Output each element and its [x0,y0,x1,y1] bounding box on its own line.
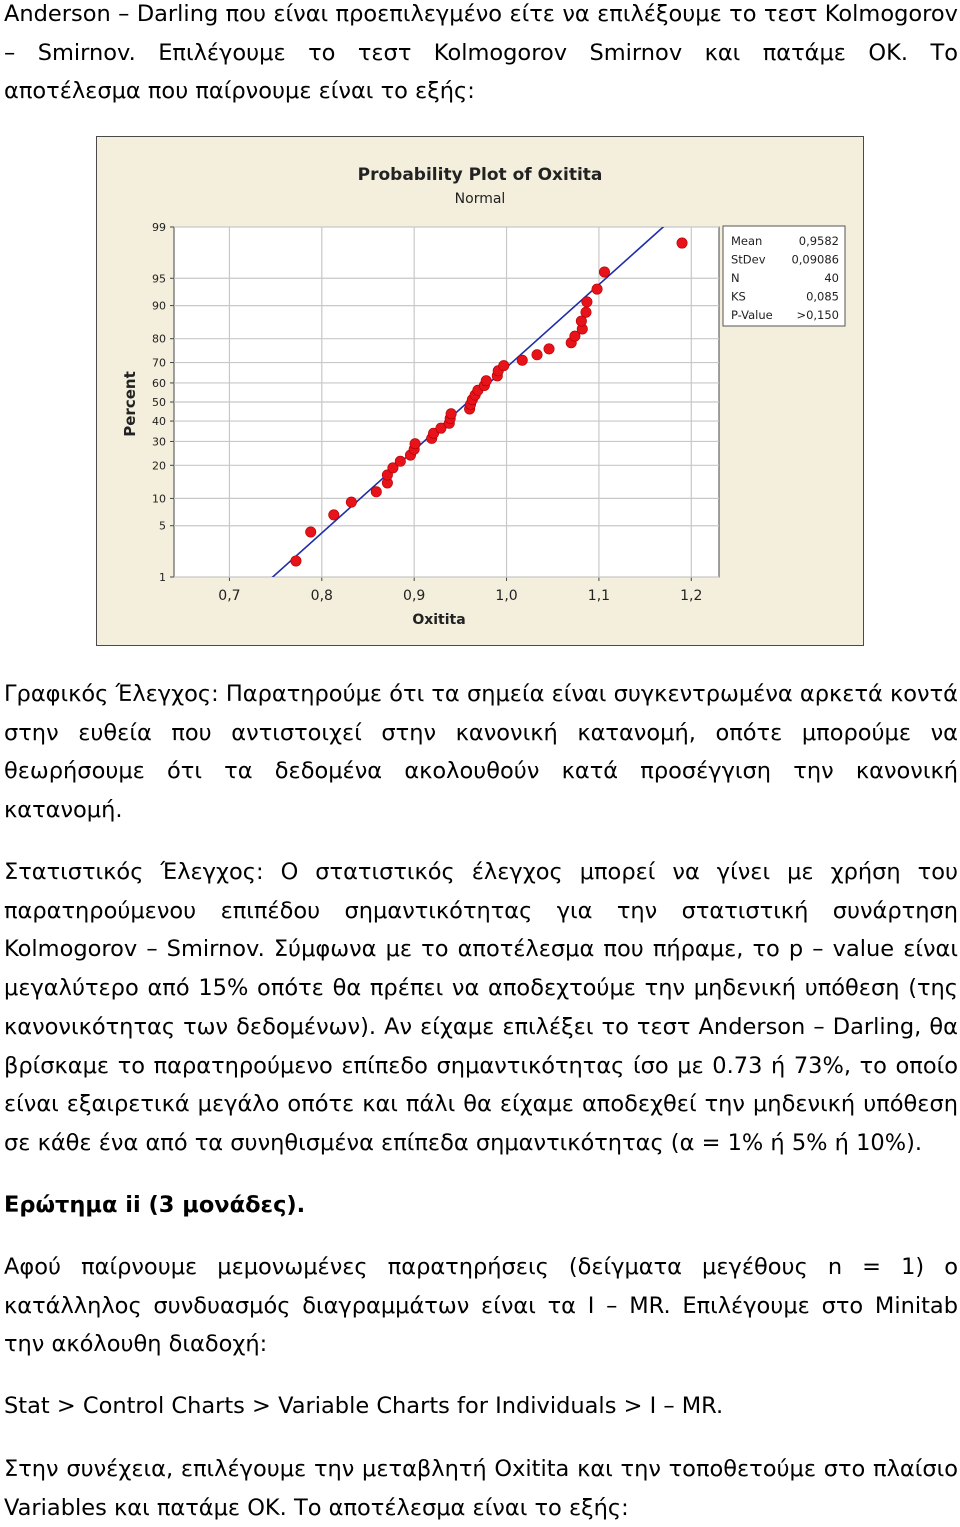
statistical-check-paragraph: Στατιστικός Έλεγχος: Ο στατιστικός έλεγχος μπορεί να γίνει με χρήση του παρατηρούμενου επιπέδου σημαντικότητας για την στατιστική συνάρτηση Kolmogorov – Smirnov. Σύμφωνα με το αποτέλεσμα που πήραμε, το p – value είναι μεγαλύτερο από 15% οπότε θα πρέπει να αποδεχτούμε την μηδενική υπόθεση (της κανονικότητας των δεδομένων). Αν είχαμε επιλέξει το τεστ Anderson – Darling, θα βρίσκαμε το παρατηρούμενο επίπεδο σημαντικότητας ίσο με 0.73 ή 73%, το οποίο είναι εξαιρετικά μεγάλο οπότε και πάλι θα είχαμε αποδεχθεί την μηδενική υπόθεση σε κάθε ένα από τα συνηθισμένα επίπεδα σημαντικότητας (α = 1% ή 5% ή 10%). [4,859,958,1156]
intro-line: αποτέλεσμα που παίρνουμε είναι το εξής: [4,78,475,105]
stats-label: P-Value [731,308,773,322]
x-tick-label: 0,8 [310,588,333,604]
data-point [371,487,381,497]
data-point [446,409,456,419]
graphic-check-paragraph: Γραφικός Έλεγχος: Παρατηρούμε ότι τα σημεία είναι συγκεντρωμένα αρκετά κοντά στην ευθεία που αντιστοιχεί στην κανονική κατανομή, οπότε μπορούμε να θεωρήσουμε ότι τα δεδομένα ακολουθούν κατά προσέγγιση την κανονική κατανομή. [4,681,958,824]
chart-subtitle: Normal [454,191,506,207]
stats-label: StDev [731,252,766,267]
x-tick-label: 1,0 [495,588,518,604]
question-paragraph: Αφού παίρνουμε μεμονωμένες παρατηρήσεις (δείγματα μεγέθους n = 1) ο κατάλληλος συνδυασμός διαγραμμάτων είναι τα I – MR. Επιλέγουμε στο Minitab την ακόλουθη διαδοχή: [4,1254,958,1358]
x-tick-label: 0,9 [403,588,426,604]
data-point [544,344,554,354]
y-tick-label: 95 [152,272,166,286]
data-point [306,527,316,537]
stats-label: Mean [731,234,763,248]
stats-value: >0,150 [796,308,839,322]
y-axis-label: Percent [121,371,139,437]
data-point [592,284,602,294]
probability-plot-svg [97,137,865,647]
question-heading: Ερώτημα ii (3 μονάδες). [4,1192,306,1218]
stats-value: 40 [824,271,839,285]
y-tick-label: 70 [152,356,166,370]
data-point [346,497,356,507]
data-point [481,376,491,386]
data-point [517,355,527,365]
y-tick-label: 5 [159,519,166,533]
data-point [410,439,420,449]
stats-value: 0,09086 [791,252,839,267]
data-point [582,297,592,307]
data-point [499,360,509,370]
data-point [677,238,687,248]
stats-label: N [731,271,740,285]
x-tick-label: 1,2 [680,588,703,604]
probability-plot [96,136,864,646]
x-tick-label: 1,1 [587,588,611,604]
plot-area [152,197,719,607]
data-point [581,307,591,317]
intro-line: Anderson – Darling που είναι προεπιλεγμένο είτε να επιλέξουμε το τεστ Kolmogorov [4,1,958,27]
stats-value: 0,085 [806,289,839,304]
y-tick-label: 40 [152,415,166,429]
y-tick-label: 1 [159,571,166,584]
menu-path: Stat > Control Charts > Variable Charts for Individuals > I – MR. [4,1393,724,1419]
stats-box [723,226,845,326]
data-point [395,456,405,466]
x-axis-label: Oxitita [412,612,466,628]
intro-paragraph [4,0,958,111]
chart-title: Probability Plot of Oxitita [357,165,603,185]
x-tick-label: 0,7 [218,588,241,604]
y-tick-label: 90 [152,299,166,313]
y-tick-label: 80 [152,332,166,346]
data-point [599,267,609,277]
data-point [291,556,301,566]
stats-label: KS [731,289,746,304]
data-point [329,510,339,520]
y-tick-label: 30 [152,435,166,449]
y-tick-label: 10 [152,492,166,506]
stats-value: 0,9582 [798,234,839,248]
y-tick-label: 60 [152,376,166,390]
intro-line: – Smirnov. Επιλέγουμε το τεστ Kolmogorov Smirnov και πατάμε ΟΚ. Το [4,39,958,66]
y-tick-label: 50 [152,396,166,409]
next-steps-paragraph: Στην συνέχεια, επιλέγουμε την μεταβλητή Oxitita και την τοποθετούμε στο πλαίσιο Variables και πατάμε ΟΚ. Το αποτέλεσμα είναι το εξής: [4,1456,958,1521]
data-point [532,350,542,360]
y-tick-label: 20 [152,459,166,473]
y-tick-label: 99 [152,221,166,234]
